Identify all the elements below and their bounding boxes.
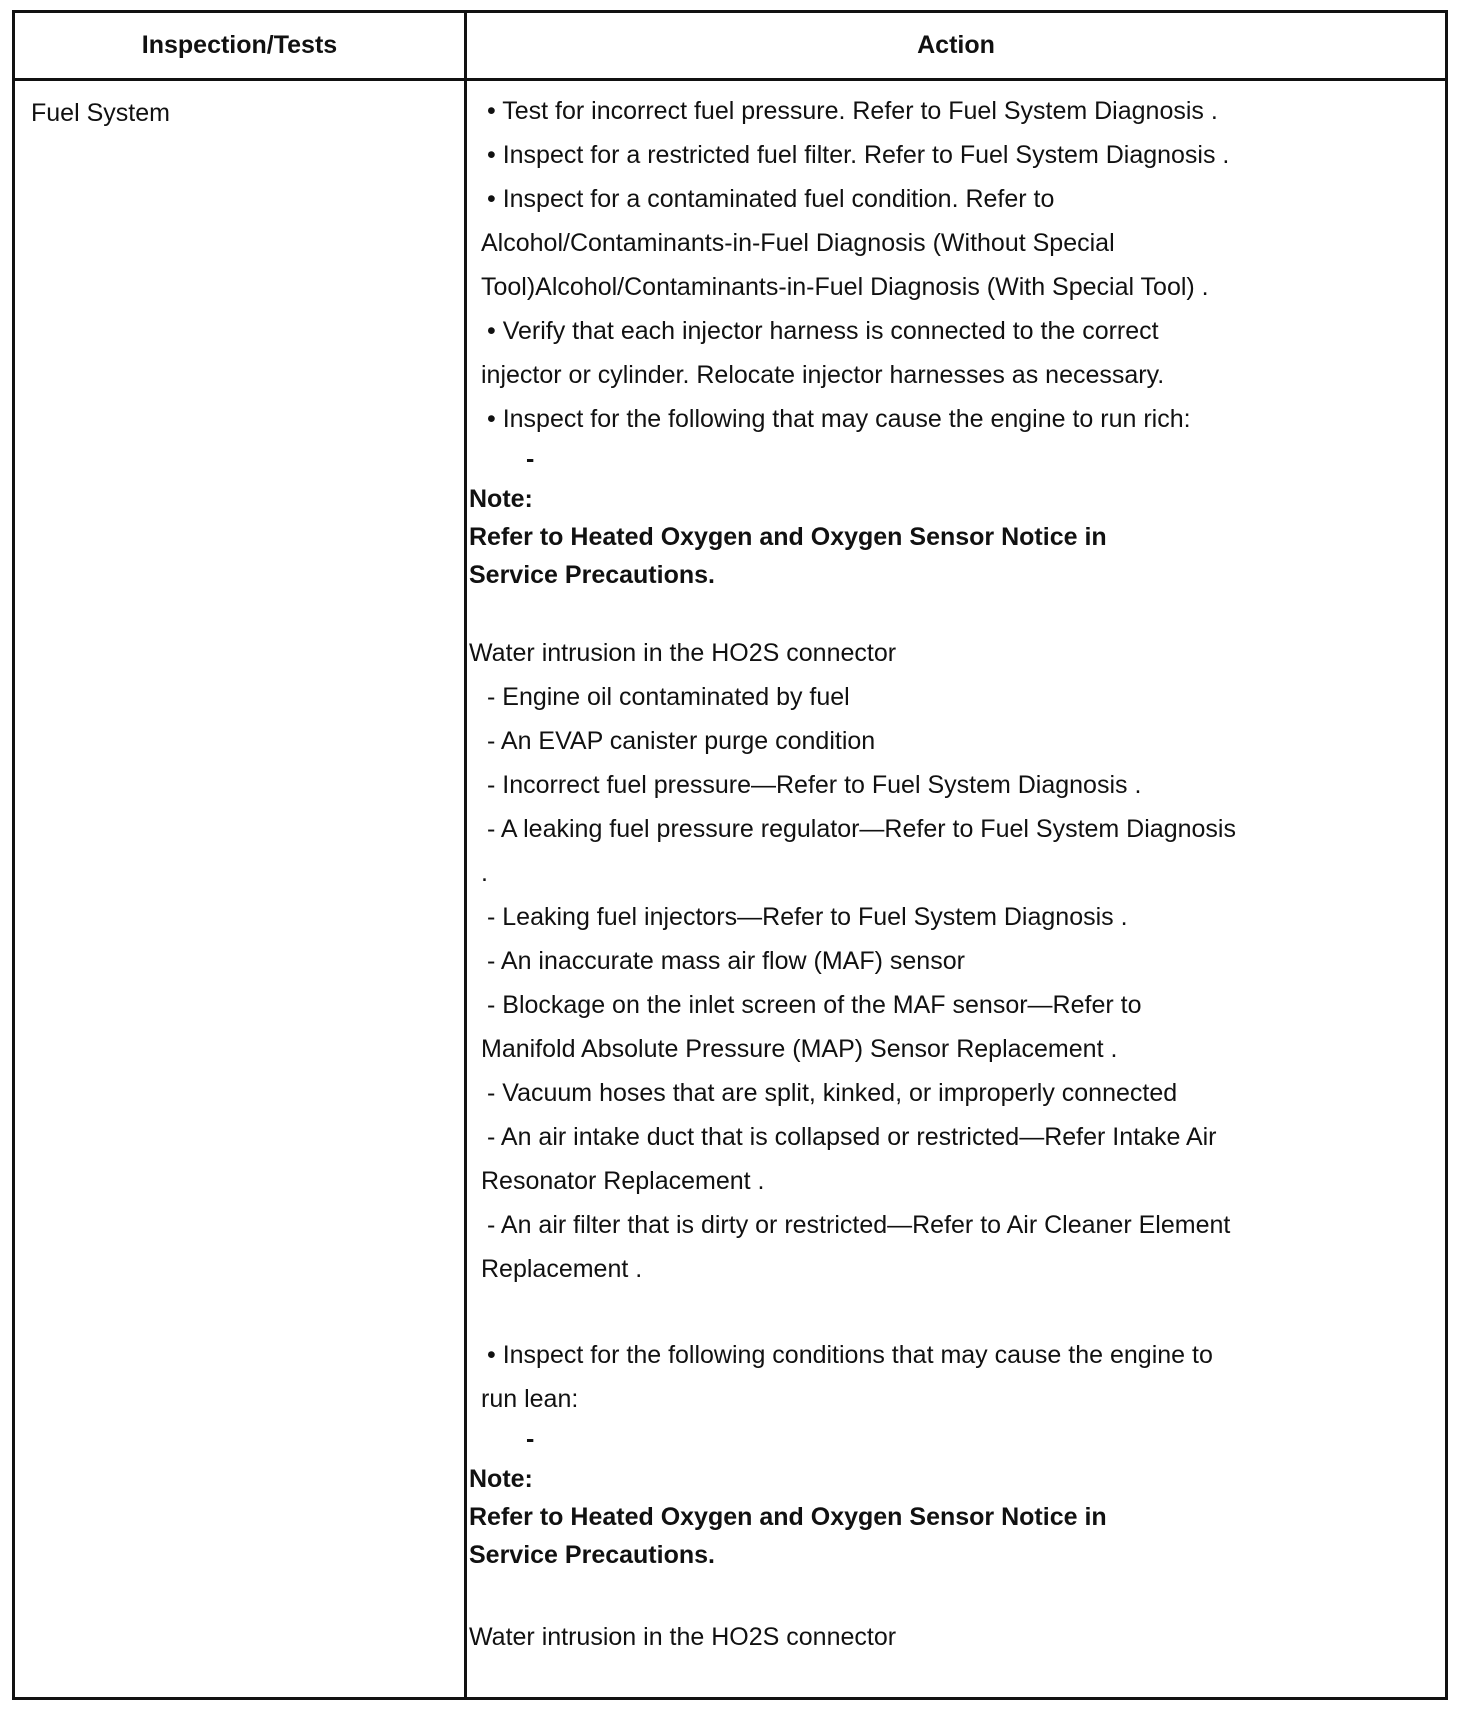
column-divider [464,13,467,1697]
action-line: - Incorrect fuel pressure—Refer to Fuel System Diagnosis . [487,771,1142,799]
action-line: Tool)Alcohol/Contaminants-in-Fuel Diagnosis (With Special Tool) . [481,273,1209,301]
action-line: run lean: [481,1385,579,1413]
action-line: - An air intake duct that is collapsed or restricted—Refer Intake Air [487,1123,1217,1151]
action-line: Replacement . [481,1255,643,1283]
action-line: • Inspect for the following conditions that may cause the engine to [487,1341,1213,1369]
note-text: Refer to Heated Oxygen and Oxygen Sensor Notice in [469,523,1107,551]
note-label: Note: [469,485,533,513]
action-line: - Leaking fuel injectors—Refer to Fuel System Diagnosis . [487,903,1128,931]
action-line: Resonator Replacement . [481,1167,765,1195]
action-line: Water intrusion in the HO2S connector [469,639,897,667]
action-line: Alcohol/Contaminants-in-Fuel Diagnosis (Without Special [481,229,1115,257]
inspection-table [12,10,1448,1700]
action-dash: - [526,1425,535,1453]
action-line: • Inspect for the following that may cause the engine to run rich: [487,405,1191,433]
note-text: Refer to Heated Oxygen and Oxygen Sensor Notice in [469,1503,1107,1531]
action-line: . [481,859,488,887]
action-line: • Inspect for a contaminated fuel condition. Refer to [487,185,1055,213]
action-line: Water intrusion in the HO2S connector [469,1623,897,1651]
action-line: injector or cylinder. Relocate injector harnesses as necessary. [481,361,1165,389]
inspection-cell: Fuel System [31,99,170,127]
header-inspection-tests: Inspection/Tests [141,31,338,59]
action-dash: - [526,445,535,473]
action-line: • Inspect for a restricted fuel filter. Refer to Fuel System Diagnosis . [487,141,1230,169]
header-action: Action [917,31,995,59]
note-text: Service Precautions. [469,561,715,589]
action-line: Manifold Absolute Pressure (MAP) Sensor Replacement . [481,1035,1118,1063]
action-line: - Vacuum hoses that are split, kinked, or improperly connected [487,1079,1178,1107]
header-divider [15,78,1445,81]
action-line: - An EVAP canister purge condition [487,727,876,755]
action-line: - An air filter that is dirty or restricted—Refer to Air Cleaner Element [487,1211,1231,1239]
action-line: - A leaking fuel pressure regulator—Refer to Fuel System Diagnosis [487,815,1236,843]
action-line: - An inaccurate mass air flow (MAF) sensor [487,947,965,975]
note-text: Service Precautions. [469,1541,715,1569]
action-line: - Engine oil contaminated by fuel [487,683,850,711]
action-line: - Blockage on the inlet screen of the MAF sensor—Refer to [487,991,1142,1019]
note-label: Note: [469,1465,533,1493]
action-line: • Verify that each injector harness is connected to the correct [487,317,1159,345]
action-line: • Test for incorrect fuel pressure. Refer to Fuel System Diagnosis . [487,97,1218,125]
